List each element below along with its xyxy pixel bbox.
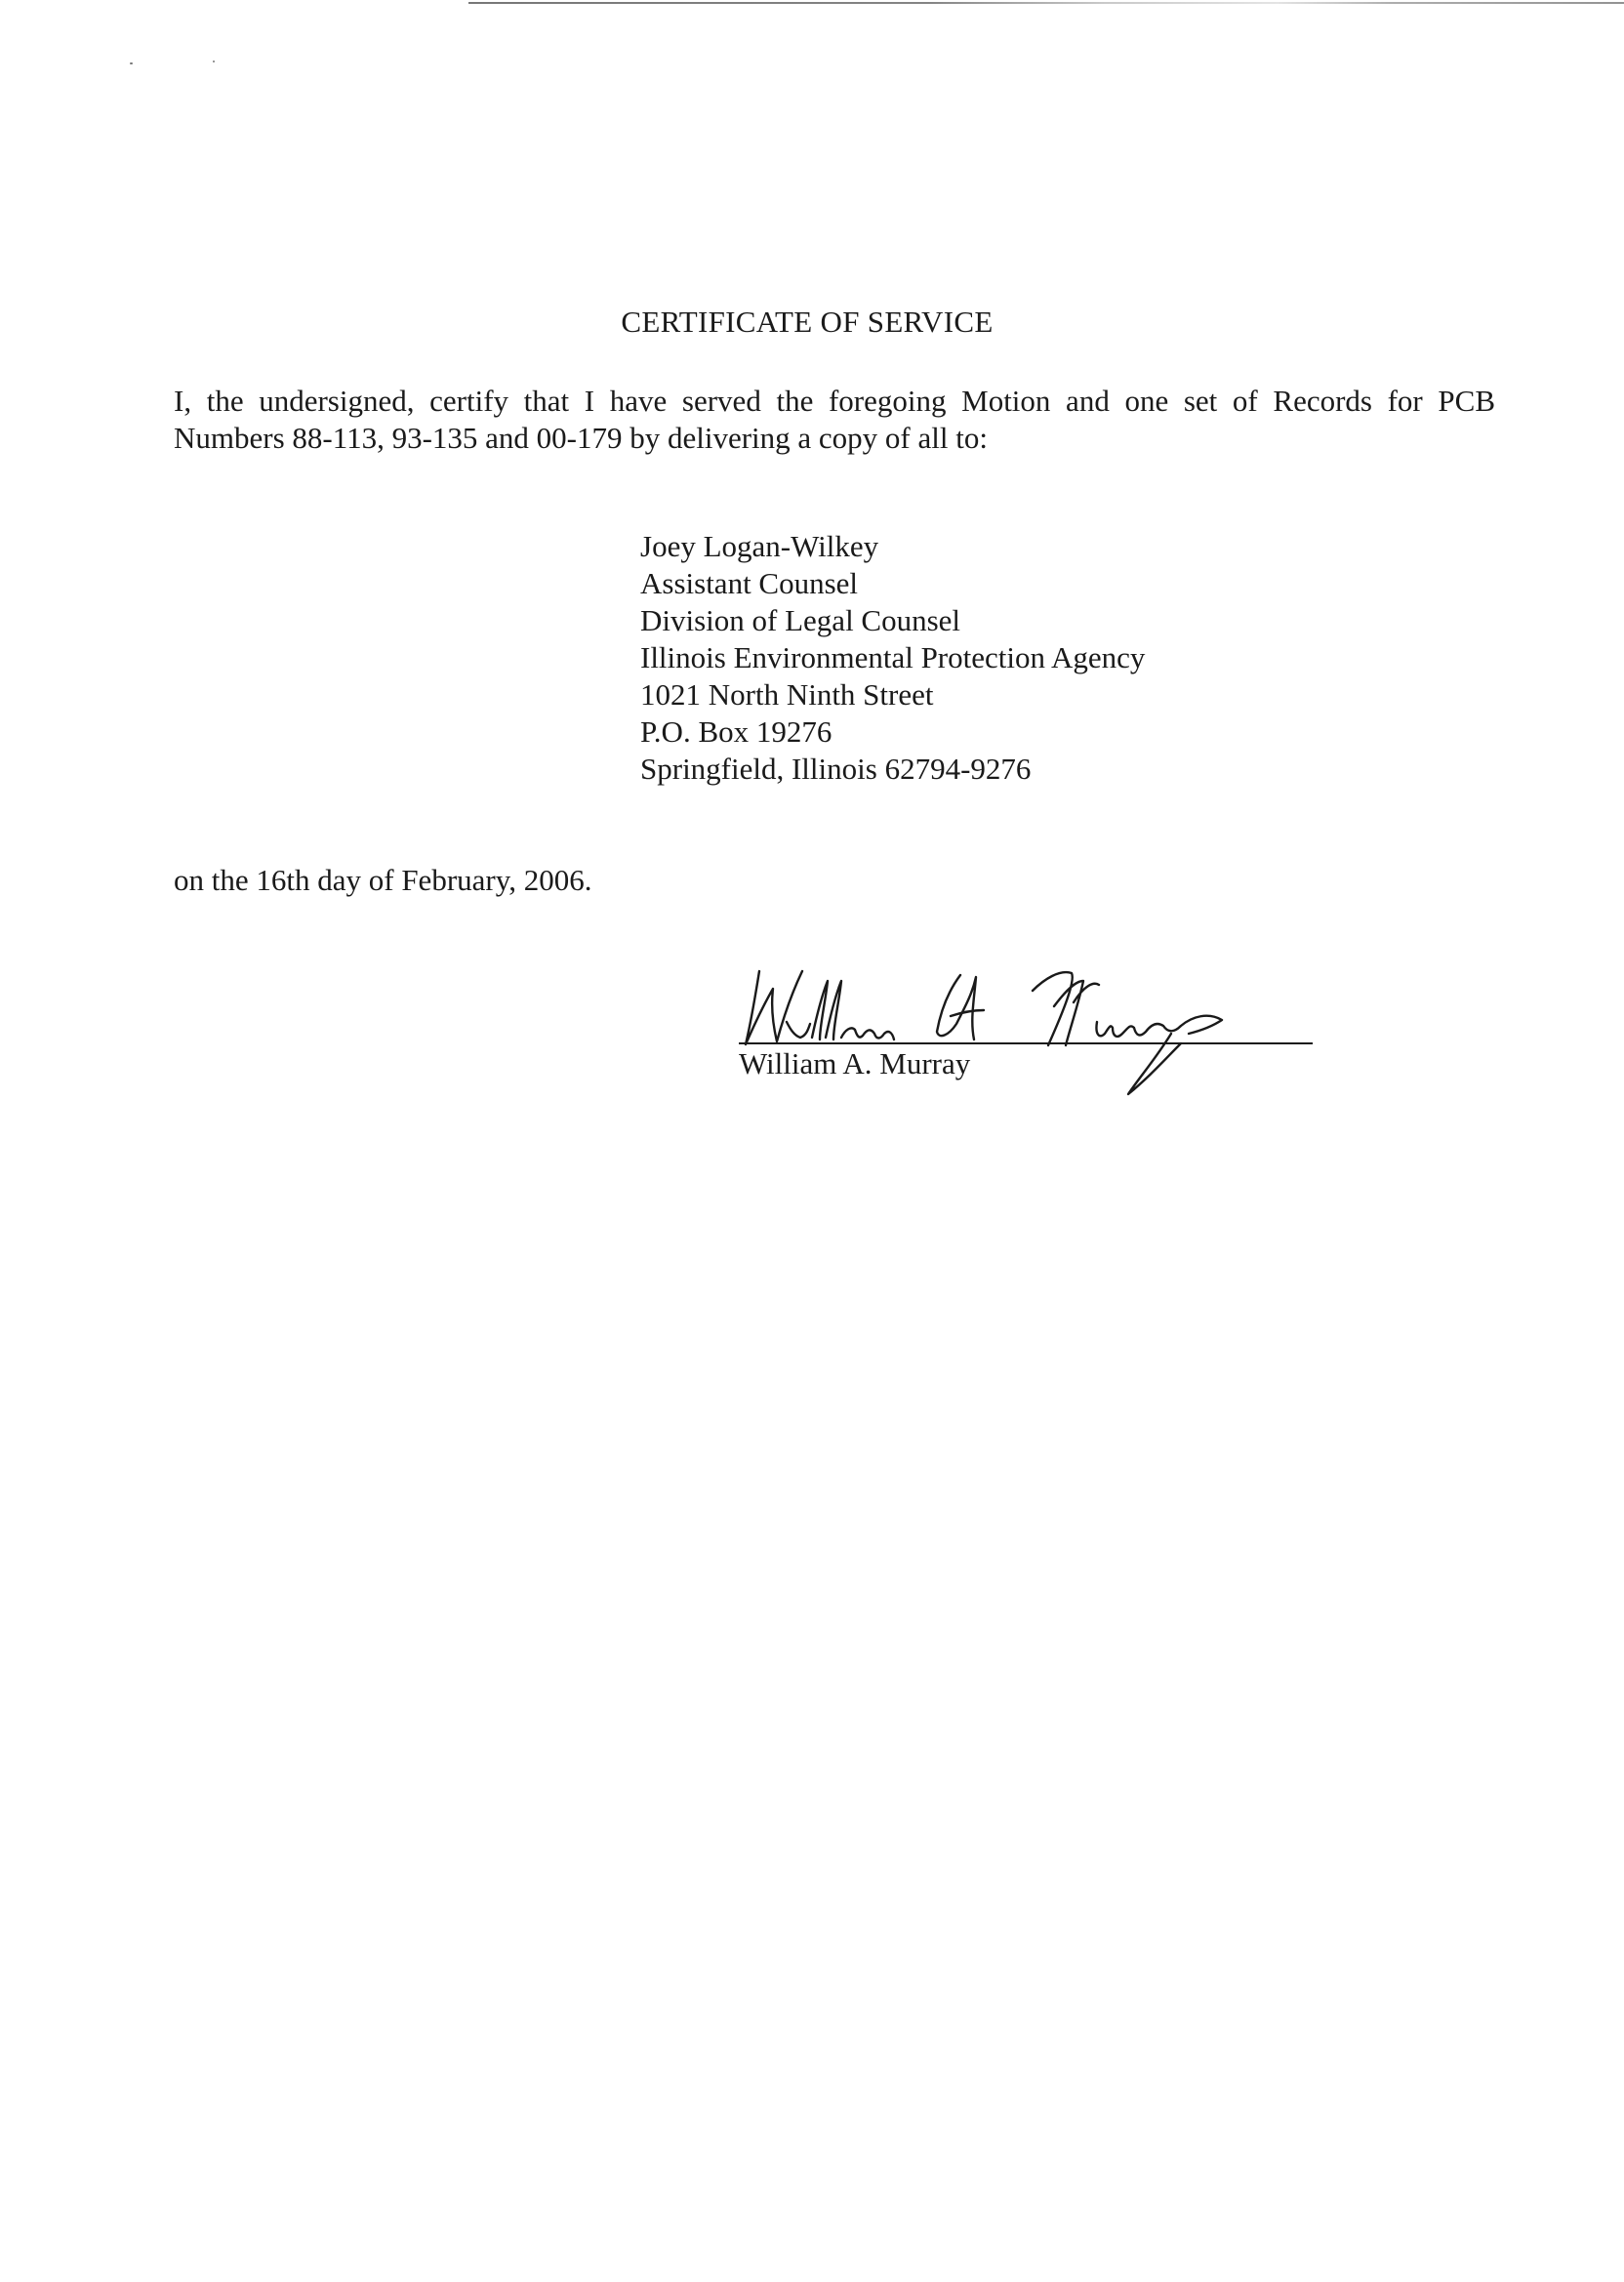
signature-line <box>739 1042 1313 1044</box>
signature-block <box>722 952 1318 1098</box>
scan-speck <box>130 62 133 64</box>
signer-printed-name: William A. Murray <box>739 1046 971 1080</box>
paragraph-line-1: I, the undersigned, certify that I have served the foregoing Motion and one set of Records for PCB <box>174 384 1495 418</box>
recipient-street: 1021 North Ninth Street <box>640 677 934 712</box>
recipient-division: Division of Legal Counsel <box>640 603 961 637</box>
recipient-agency: Illinois Environmental Protection Agency <box>640 640 1146 674</box>
certification-paragraph <box>174 383 1495 457</box>
paragraph-line-2: Numbers 88-113, 93-135 and 00-179 by delivering a copy of all to: <box>174 421 988 455</box>
service-date-line: on the 16th day of February, 2006. <box>174 863 592 897</box>
scan-artifact-line <box>468 2 1624 4</box>
scan-speck <box>213 61 215 62</box>
recipient-po-box: P.O. Box 19276 <box>640 714 832 749</box>
recipient-title: Assistant Counsel <box>640 566 859 600</box>
recipient-address-block <box>640 528 1145 788</box>
recipient-city-state-zip: Springfield, Illinois 62794-9276 <box>640 752 1032 786</box>
recipient-name: Joey Logan-Wilkey <box>640 529 879 563</box>
document-title: CERTIFICATE OF SERVICE <box>621 305 994 339</box>
